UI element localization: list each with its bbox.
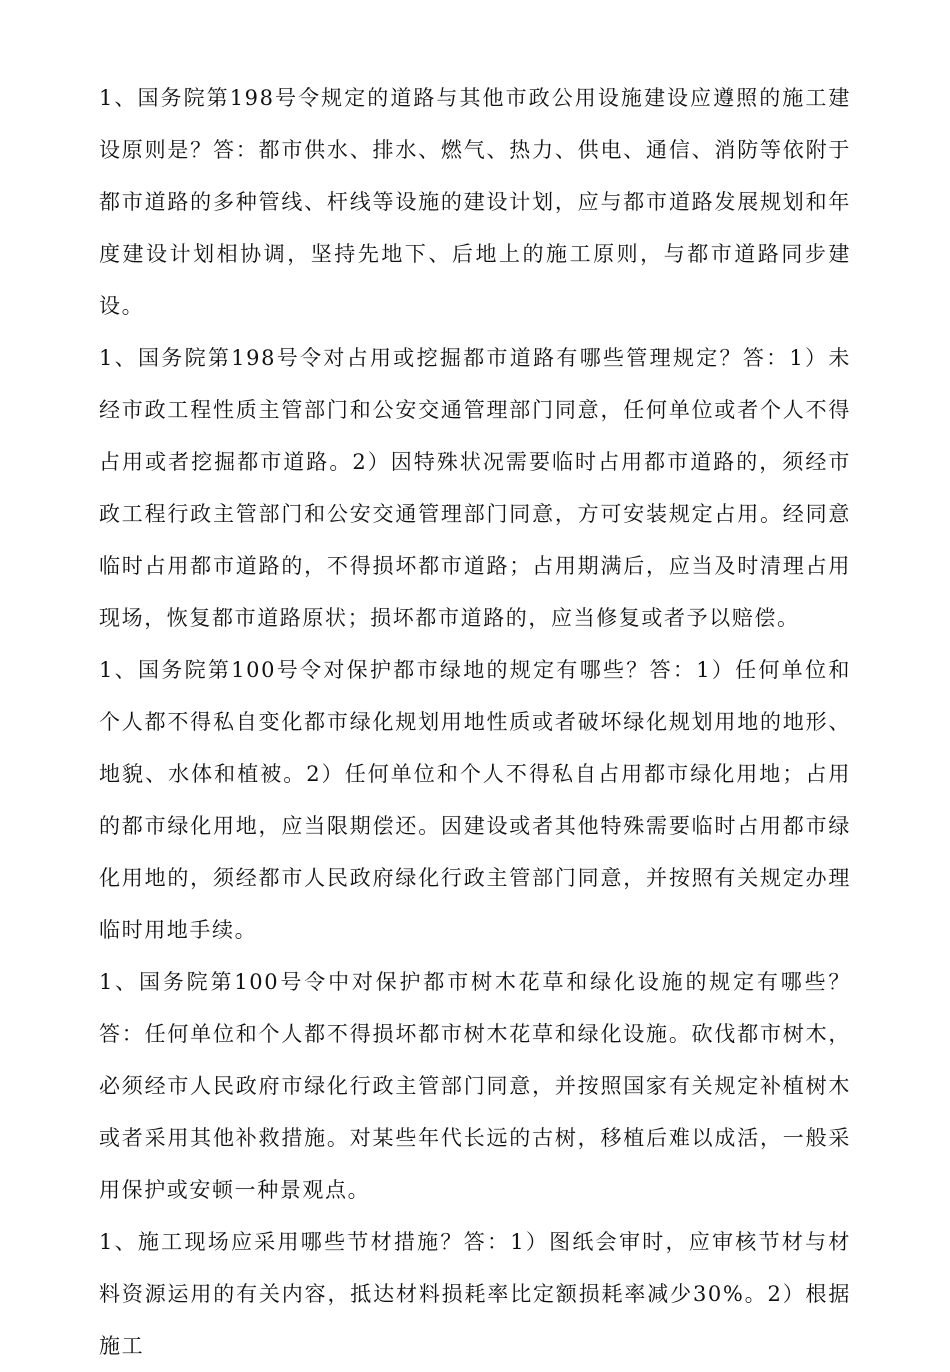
paragraph-material-saving: 1、施工现场应采用哪些节材措施？答：1）图纸会审时，应审核节材与材料资源运用的有关内容，抵达材料损耗率比定额损耗率减少30%。2）根据施工 [99, 1230, 851, 1358]
paragraph-green-space-protection: 1、国务院第100号令对保护都市绿地的规定有哪些？答：1）任何单位和个人都不得私自变化都市绿化规划用地性质或者破坏绿化规划用地的地形、地貌、水体和植被。2）任何单位和个人不得私自占用都市绿化用地；占用的都市绿化用地，应当限期偿还。因建设或者其他特殊需要临时占用都市绿化用地的，须经都市人民政府绿化行政主管部门同意，并按照有关规定办理临时用地手续。 [99, 658, 851, 942]
paragraph-tree-protection: 1、国务院第100号令中对保护都市树木花草和绿化设施的规定有哪些？答：任何单位和个人都不得损坏都市树木花草和绿化设施。砍伐都市树木，必须经市人民政府市绿化行政主管部门同意，并按照国家有关规定补植树木或者采用其他补救措施。对某些年代长远的古树，移植后难以成活，一般采用保护或安顿一种景观点。 [99, 970, 851, 1202]
document-body [99, 72, 851, 1372]
paragraph-road-occupation-rules: 1、国务院第198号令对占用或挖掘都市道路有哪些管理规定？答：1）未经市政工程性质主管部门和公安交通管理部门同意，任何单位或者个人不得占用或者挖掘都市道路。2）因特殊状况需要临时占用都市道路的，须经市政工程行政主管部门和公安交通管理部门同意，方可安装规定占用。经同意临时占用都市道路的，不得损坏都市道路；占用期满后，应当及时清理占用现场，恢复都市道路原状；损坏都市道路的，应当修复或者予以赔偿。 [99, 346, 851, 630]
paragraph-road-construction-principles: 1、国务院第198号令规定的道路与其他市政公用设施建设应遵照的施工建设原则是？答：都市供水、排水、燃气、热力、供电、通信、消防等依附于都市道路的多种管线、杆线等设施的建设计划，应与都市道路发展规划和年度建设计划相协调，坚持先地下、后地上的施工原则，与都市道路同步建设。 [99, 86, 851, 318]
